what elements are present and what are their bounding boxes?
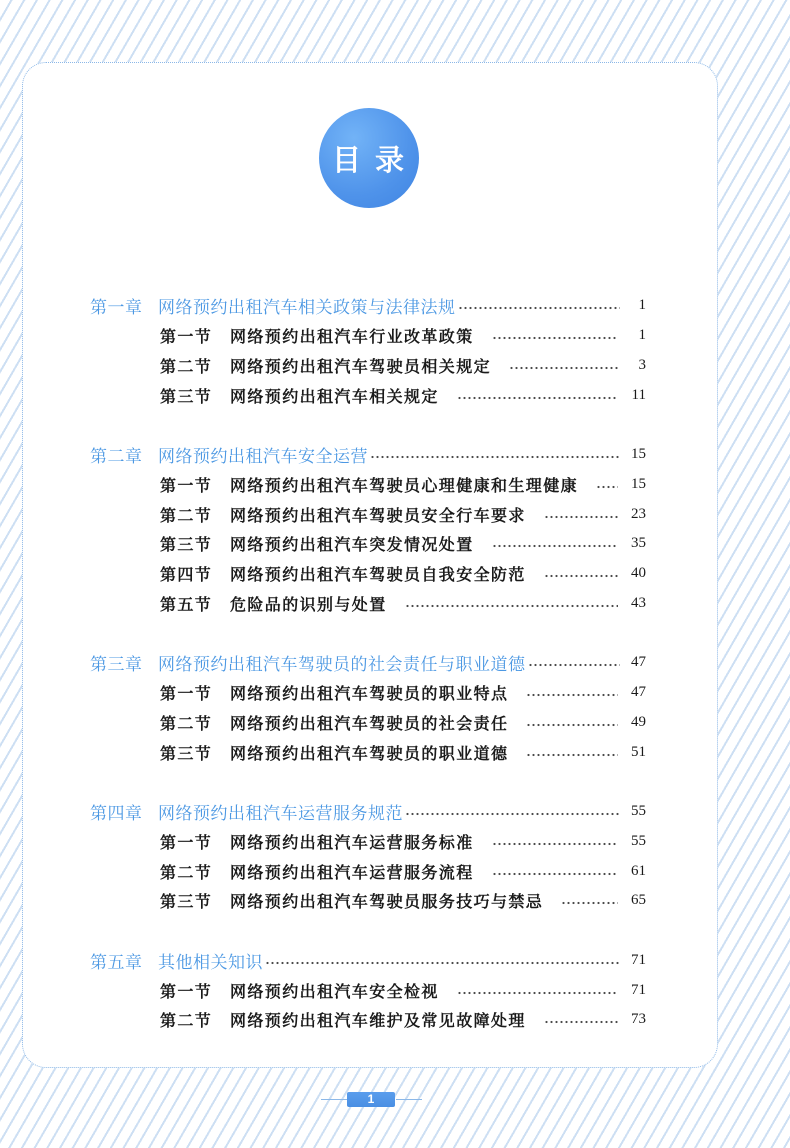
toc-section-row [0, 321, 790, 351]
toc-chapter-row [0, 797, 790, 827]
footer-page-number: 1 [347, 1092, 395, 1107]
section-title: 网络预约出租汽车驾驶员安全行车要求 [230, 505, 526, 525]
dot-leader [544, 573, 618, 579]
toc-chapter-group-2 [0, 440, 790, 619]
section-number: 第三节 [160, 892, 213, 912]
toc-section-row [0, 678, 790, 708]
page-number: 15 [631, 446, 646, 463]
page-number: 11 [631, 386, 646, 403]
dot-leader [405, 811, 620, 817]
dot-leader [405, 603, 618, 609]
section-title: 网络预约出租汽车安全检视 [230, 981, 439, 1001]
table-of-contents [0, 291, 790, 1035]
page-number: 1 [638, 327, 646, 344]
toc-section-row [0, 827, 790, 857]
toc-chapter-group-5 [0, 946, 790, 1035]
section-title: 网络预约出租汽车驾驶员心理健康和生理健康 [230, 475, 579, 495]
chapter-number: 第五章 [90, 952, 143, 973]
page-number: 47 [631, 684, 646, 701]
page-number: 71 [631, 981, 646, 998]
section-number: 第二节 [160, 356, 213, 376]
page-number: 61 [631, 862, 646, 879]
toc-chapter-group-3 [0, 648, 790, 767]
section-number: 第二节 [160, 713, 213, 733]
section-number: 第二节 [160, 862, 213, 882]
dot-leader [457, 395, 618, 401]
chapter-number: 第三章 [90, 655, 143, 676]
page-number: 43 [631, 594, 646, 611]
chapter-title: 网络预约出租汽车相关政策与法律法规 [158, 298, 456, 319]
dot-leader [492, 871, 618, 877]
section-number: 第四节 [160, 565, 213, 585]
toc-chapter-row [0, 291, 790, 321]
dot-leader [544, 514, 618, 520]
section-number: 第三节 [160, 386, 213, 406]
page-number: 71 [631, 951, 646, 968]
page-number: 65 [631, 892, 646, 909]
chapter-title: 其他相关知识 [158, 952, 263, 973]
section-title: 网络预约出租汽车行业改革政策 [230, 327, 474, 347]
toc-chapter-group-1 [0, 291, 790, 410]
section-number: 第五节 [160, 594, 213, 614]
section-title: 网络预约出租汽车驾驶员的职业道德 [230, 743, 509, 763]
page-number: 47 [631, 654, 646, 671]
dot-leader [492, 335, 618, 341]
dot-leader [492, 841, 618, 847]
section-title: 网络预约出租汽车运营服务流程 [230, 862, 474, 882]
chapter-number: 第四章 [90, 804, 143, 825]
page-number: 73 [631, 1011, 646, 1028]
toc-section-row [0, 351, 790, 381]
section-title: 网络预约出租汽车驾驶员相关规定 [230, 356, 492, 376]
dot-leader [528, 662, 621, 668]
toc-section-row [0, 380, 790, 410]
dot-leader [526, 752, 618, 758]
section-number: 第一节 [160, 475, 213, 495]
section-title: 危险品的识别与处置 [230, 594, 387, 614]
section-title: 网络预约出租汽车突发情况处置 [230, 535, 474, 555]
page-number: 40 [631, 565, 646, 582]
toc-section-row [0, 737, 790, 767]
section-number: 第二节 [160, 505, 213, 525]
chapter-title: 网络预约出租汽车运营服务规范 [158, 804, 403, 825]
chapter-number: 第一章 [90, 298, 143, 319]
section-number: 第三节 [160, 743, 213, 763]
section-number: 第一节 [160, 327, 213, 347]
toc-section-row [0, 886, 790, 916]
section-title: 网络预约出租汽车驾驶员自我安全防范 [230, 565, 526, 585]
toc-section-row [0, 856, 790, 886]
page-number: 15 [631, 475, 646, 492]
page-number: 3 [638, 356, 646, 373]
toc-chapter-group-4 [0, 797, 790, 916]
section-number: 第三节 [160, 535, 213, 555]
toc-chapter-row [0, 648, 790, 678]
title-badge [319, 108, 419, 208]
toc-section-row [0, 708, 790, 738]
page-number: 49 [631, 713, 646, 730]
toc-section-row [0, 589, 790, 619]
page-number: 35 [631, 535, 646, 552]
section-title: 网络预约出租汽车维护及常见故障处理 [230, 1011, 526, 1031]
toc-chapter-row [0, 946, 790, 976]
dot-leader [509, 365, 618, 371]
page-number: 55 [631, 832, 646, 849]
page-title: 目 录 [331, 142, 407, 177]
toc-section-row [0, 559, 790, 589]
footer-rule-left [321, 1099, 347, 1100]
section-number: 第一节 [160, 684, 213, 704]
section-title: 网络预约出租汽车相关规定 [230, 386, 439, 406]
section-number: 第一节 [160, 981, 213, 1001]
dot-leader [492, 543, 618, 549]
dot-leader [561, 900, 618, 906]
dot-leader [596, 484, 618, 490]
page-number: 51 [631, 743, 646, 760]
dot-leader [265, 960, 620, 966]
section-title: 网络预约出租汽车驾驶员的社会责任 [230, 713, 509, 733]
dot-leader [457, 990, 618, 996]
dot-leader [526, 692, 618, 698]
chapter-number: 第二章 [90, 447, 143, 468]
toc-section-row [0, 529, 790, 559]
section-title: 网络预约出租汽车运营服务标准 [230, 832, 474, 852]
toc-section-row [0, 499, 790, 529]
section-title: 网络预约出租汽车驾驶员的职业特点 [230, 684, 509, 704]
dot-leader [544, 1019, 618, 1025]
dot-leader [526, 722, 618, 728]
page-number: 23 [631, 505, 646, 522]
page-number: 1 [638, 297, 646, 314]
toc-chapter-row [0, 440, 790, 470]
toc-section-row [0, 975, 790, 1005]
section-title: 网络预约出租汽车驾驶员服务技巧与禁忌 [230, 892, 544, 912]
section-number: 第二节 [160, 1011, 213, 1031]
dot-leader [458, 305, 621, 311]
footer-rule-right [396, 1099, 422, 1100]
chapter-title: 网络预约出租汽车安全运营 [158, 447, 368, 468]
toc-section-row [0, 1005, 790, 1035]
toc-section-row [0, 470, 790, 500]
dot-leader [370, 454, 620, 460]
chapter-title: 网络预约出租汽车驾驶员的社会责任与职业道德 [158, 655, 526, 676]
section-number: 第一节 [160, 832, 213, 852]
page-number: 55 [631, 803, 646, 820]
